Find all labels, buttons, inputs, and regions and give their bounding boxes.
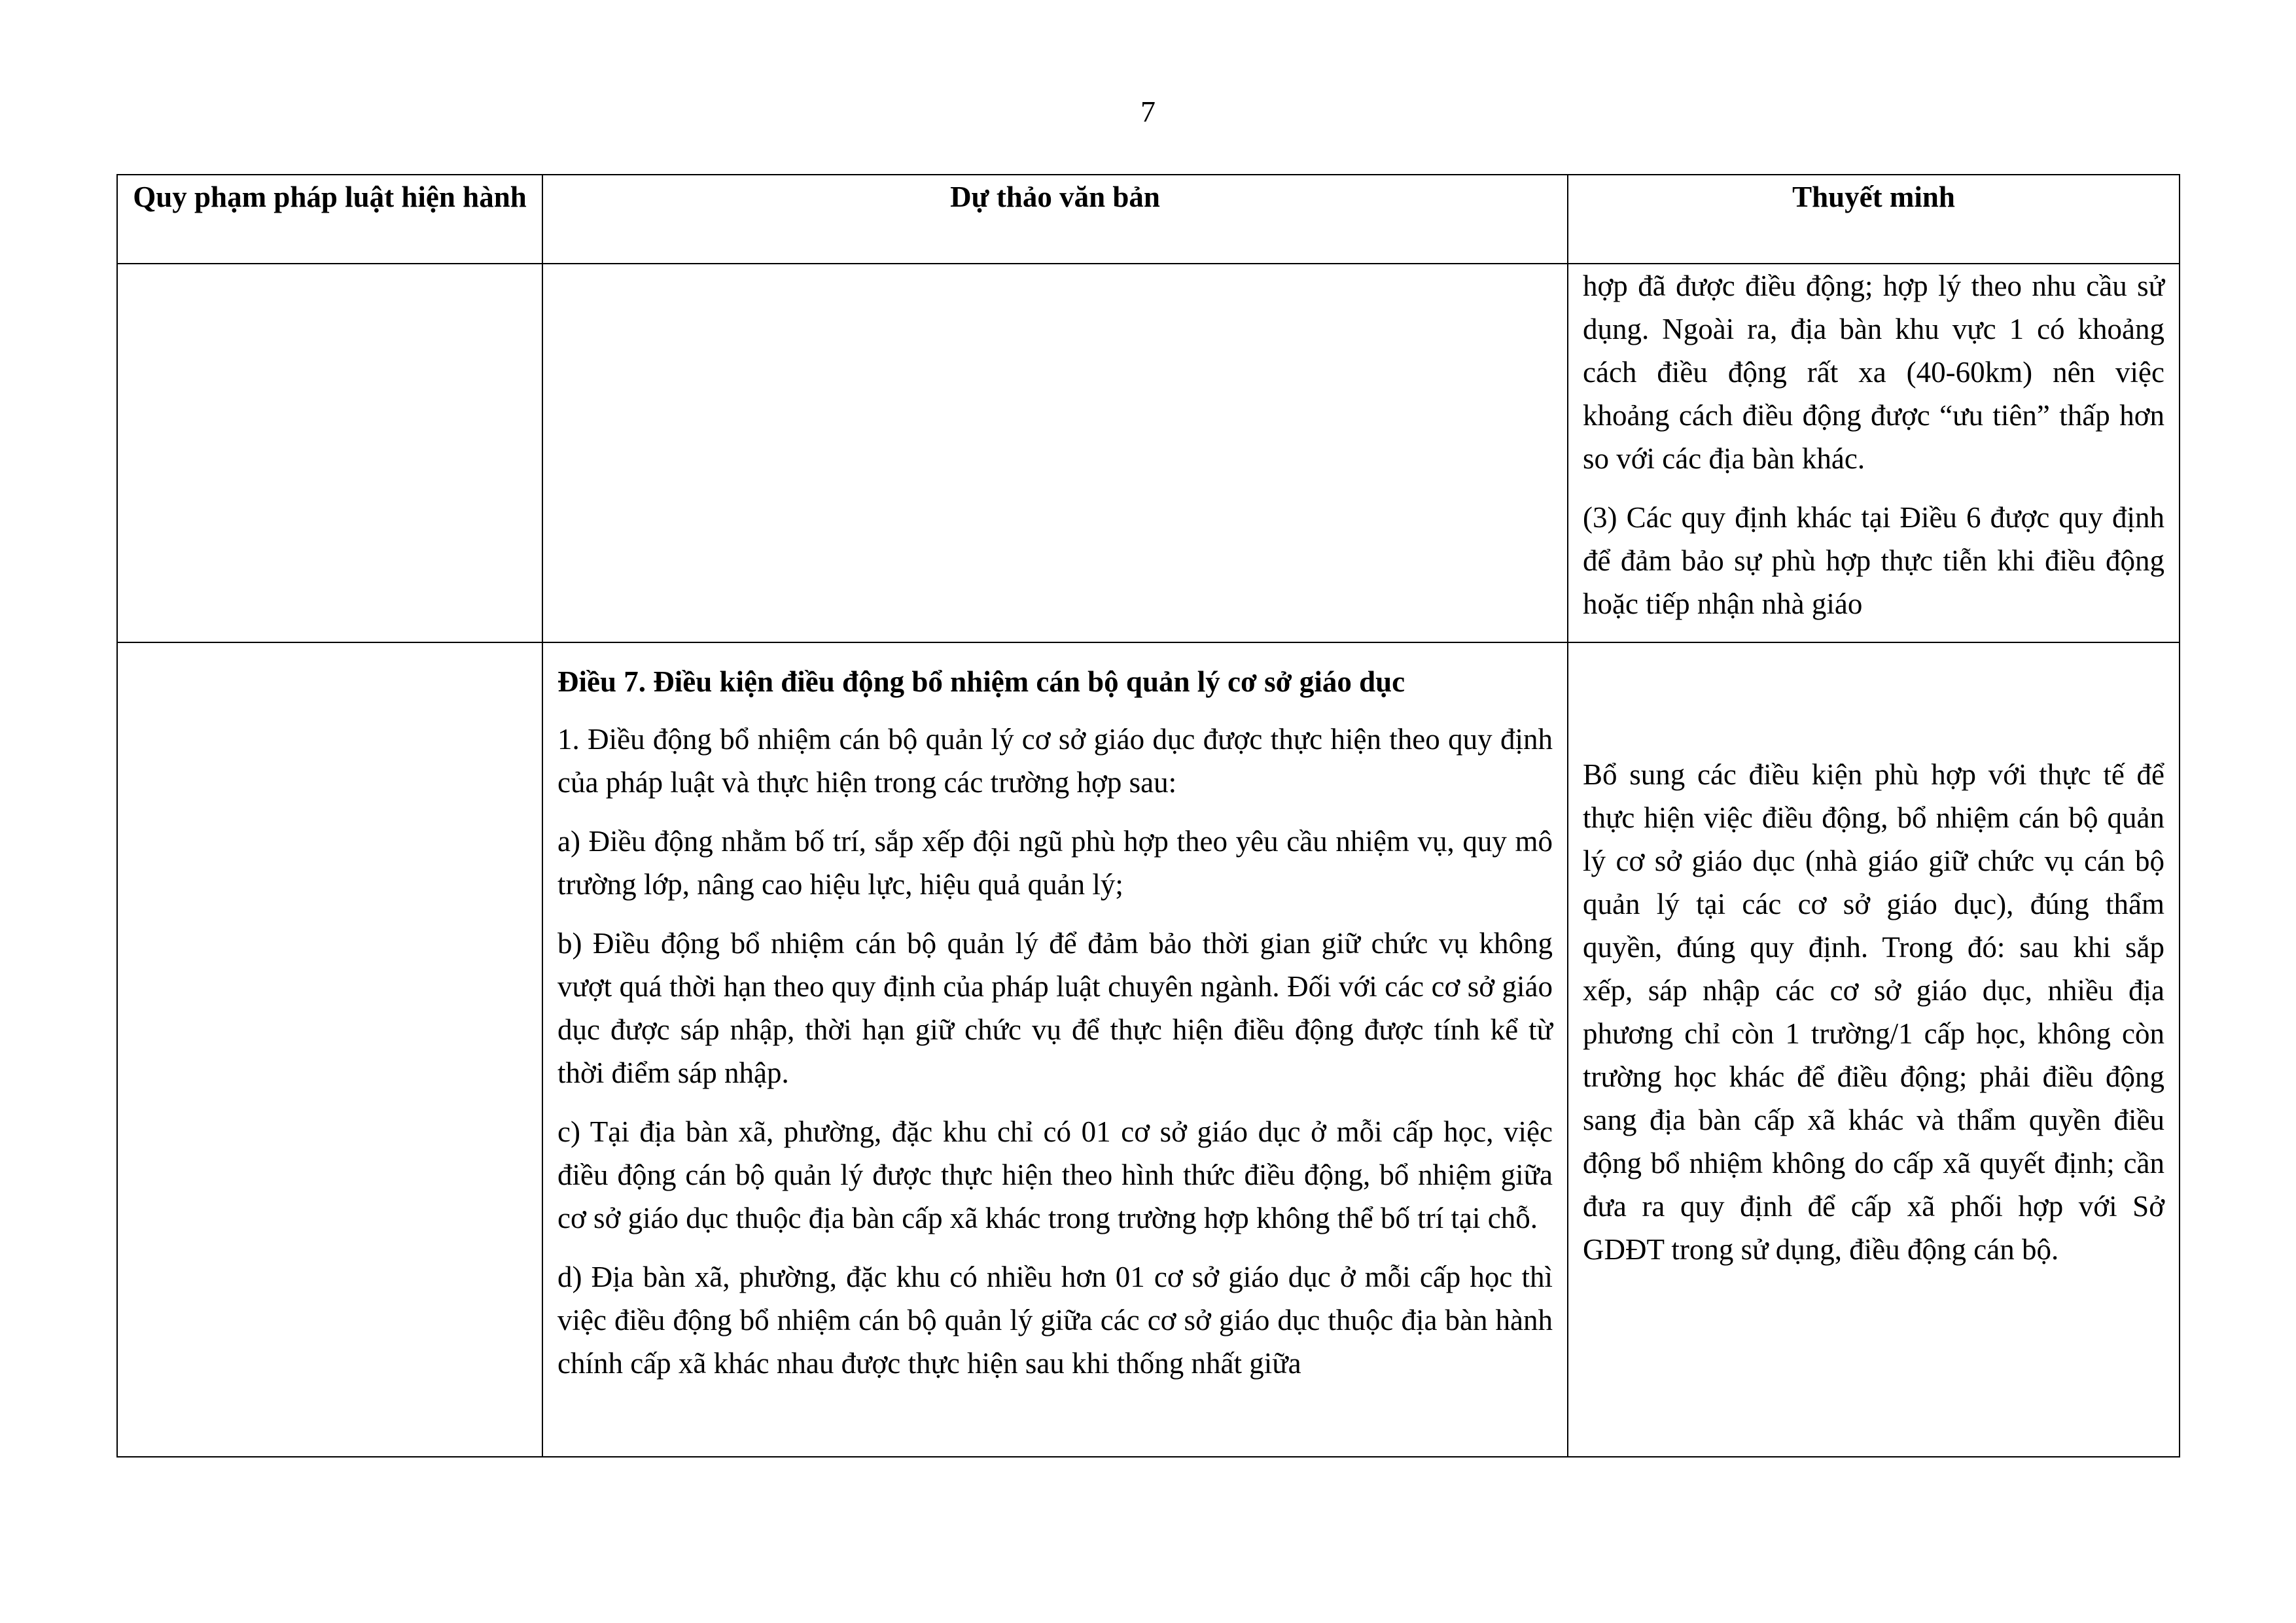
header-explanation: Thuyết minh [1568,175,2180,264]
table-header-row [117,175,2180,264]
page-number: 7 [1140,95,1156,128]
table-row [117,264,2180,642]
cell-current-law [117,642,542,1457]
header-current-law: Quy phạm pháp luật hiện hành [117,175,542,264]
article-heading: Điều 7. Điều kiện điều động bổ nhiệm cán bộ quản lý cơ sở giáo dục [557,665,1405,698]
header-draft-document: Dự thảo văn bản [542,175,1568,264]
draft-paragraph: b) Điều động bổ nhiệm cán bộ quản lý để đảm bảo thời gian giữ chức vụ không vượt quá thời hạn theo quy định của pháp luật chuyên ngành. Đối với các cơ sở giáo dục được sáp nhập, thời hạn giữ chức vụ để thực hiện điều động được tính kể từ thời điểm sáp nhập. [557,927,1553,1089]
cell-draft-document [542,642,1568,1457]
draft-paragraph: d) Địa bàn xã, phường, đặc khu có nhiều hơn 01 cơ sở giáo dục ở mỗi cấp học thì việc điều động bổ nhiệm cán bộ quản lý giữa các cơ sở giáo dục thuộc địa bàn hành chính cấp xã khác nhau được thực hiện sau khi thống nhất giữa [557,1261,1553,1380]
draft-paragraph: 1. Điều động bổ nhiệm cán bộ quản lý cơ sở giáo dục được thực hiện theo quy định của pháp luật và thực hiện trong các trường hợp sau: [557,723,1553,799]
explanation-paragraph: hợp đã được điều động; hợp lý theo nhu cầu sử dụng. Ngoài ra, địa bàn khu vực 1 có khoảng cách điều động rất xa (40-60km) nên việc khoảng cách điều động được “ưu tiên” thấp hơn so với các địa bàn khác. [1583,270,2164,475]
cell-draft-document [542,264,1568,642]
explanation-paragraph: (3) Các quy định khác tại Điều 6 được quy định để đảm bảo sự phù hợp thực tiễn khi điều động hoặc tiếp nhận nhà giáo [1583,501,2164,620]
draft-paragraph: c) Tại địa bàn xã, phường, đặc khu chỉ có 01 cơ sở giáo dục ở mỗi cấp học, việc điều động cán bộ quản lý được thực hiện theo hình thức điều động, bổ nhiệm giữa cơ sở giáo dục thuộc địa bàn cấp xã khác trong trường hợp không thể bố trí tại chỗ. [557,1115,1553,1234]
cell-explanation [1568,264,2180,642]
comparison-table [116,174,2180,1457]
draft-paragraph: a) Điều động nhằm bố trí, sắp xếp đội ngũ phù hợp theo yêu cầu nhiệm vụ, quy mô trường lớp, nâng cao hiệu lực, hiệu quả quản lý; [557,825,1553,901]
table-row [117,642,2180,1457]
explanation-paragraph: Bổ sung các điều kiện phù hợp với thực tế để thực hiện việc điều động, bổ nhiệm cán bộ quản lý cơ sở giáo dục (nhà giáo giữ chức vụ cán bộ quản lý tại các cơ sở giáo dục), đúng thẩm quyền, đúng quy định. Trong đó: sau khi sắp xếp, sáp nhập các cơ sở giáo dục, nhiều địa phương chỉ còn 1 trường/1 cấp học, không còn trường học khác để điều động; phải điều động sang địa bàn cấp xã khác và thẩm quyền điều động bổ nhiệm không do cấp xã quyết định; cần đưa ra quy định để cấp xã phối hợp với Sở GDĐT trong sử dụng, điều động cán bộ. [1583,758,2164,1266]
cell-current-law [117,264,542,642]
cell-explanation [1568,642,2180,1457]
